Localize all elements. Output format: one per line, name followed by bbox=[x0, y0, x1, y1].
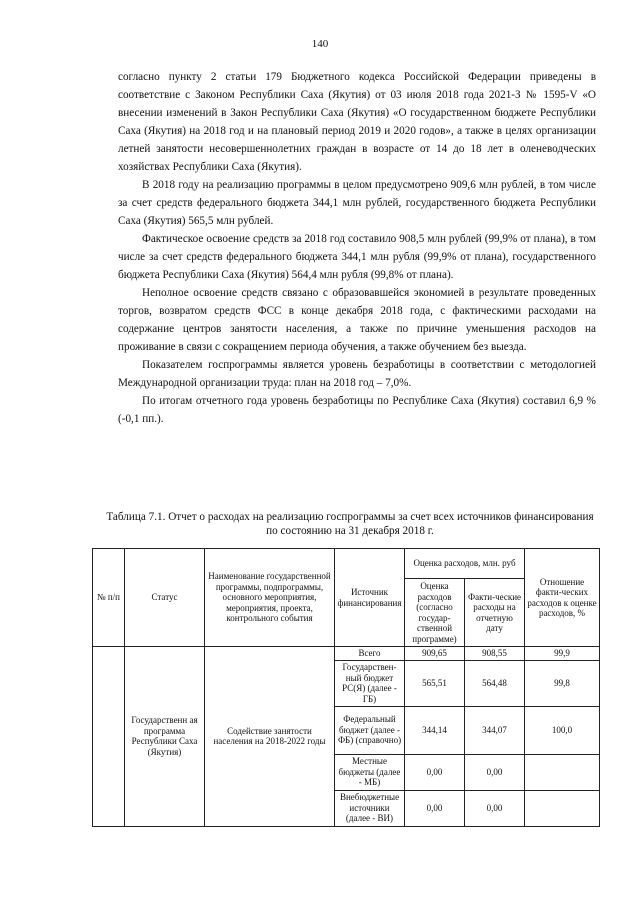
actual-cell: 564,48 bbox=[465, 660, 525, 706]
header-ratio: Отношение факти-ческих расходов к оценке расходов, % bbox=[525, 549, 600, 647]
table-header-row bbox=[93, 549, 600, 579]
ratio-cell: 99,8 bbox=[525, 660, 600, 706]
table-caption: Таблица 7.1. Отчет о расходах на реализацию госпрограммы за счет всех источников финансирования по состоянию на 31 декабря 2018 г. bbox=[106, 511, 594, 537]
paragraph-2: В 2018 году на реализацию программы в целом предусмотрено 909,6 млн рублей, в том числе за счет средств федерального бюджета 344,1 млн рублей, государственного бюджета Республики Саха (Якутия) 565,5 млн рублей. bbox=[118, 179, 596, 227]
table-row bbox=[93, 647, 600, 661]
body-text bbox=[118, 68, 596, 428]
header-num: № п/п bbox=[93, 549, 125, 647]
paragraph-5: Показателем госпрограммы является уровень безработицы в соответствии с методологией Международной организации труда: план на 2018 год – 7,0%. bbox=[118, 359, 596, 389]
program-name-cell: Содействие занятости населения на 2018-2022 годы bbox=[205, 647, 335, 827]
ratio-cell: 99,9 bbox=[525, 647, 600, 661]
actual-cell: 0,00 bbox=[465, 790, 525, 826]
header-plan: Оценка расходов (согласно государ-ственной программе) bbox=[405, 579, 465, 647]
source-cell: Государствен-ный бюджет РС(Я) (далее - ГБ) bbox=[335, 660, 405, 706]
row-num-cell bbox=[93, 647, 125, 827]
paragraph-6: По итогам отчетного года уровень безработицы по Республике Саха (Якутия) составил 6,9 % (-0,1 пп.). bbox=[118, 395, 596, 425]
source-cell: Местные бюджеты (далее - МБ) bbox=[335, 754, 405, 790]
ratio-cell bbox=[525, 790, 600, 826]
status-cell: Государственн ая программа Республики Саха (Якутия) bbox=[125, 647, 205, 827]
source-cell: Внебюджетные источники (далее - ВИ) bbox=[335, 790, 405, 826]
actual-cell: 344,07 bbox=[465, 706, 525, 754]
paragraph-1: согласно пункту 2 статьи 179 Бюджетного кодекса Российской Федерации приведены в соответствие с Законом Республики Саха (Якутия) от 03 июля 2018 года 2021-З № 1595-V «О внесении изменений в Закон Республики Саха (Якутия) «О государственном бюджете Республики Саха (Якутия) на 2018 год и на плановый период 2019 и 2020 годов», а также в целях организации летней занятости несовершеннолетних граждан в возрасте от 14 до 18 лет в оленеводческих хозяйствах Республики Саха (Якутия). bbox=[118, 71, 596, 173]
expense-report-table bbox=[92, 548, 600, 827]
actual-cell: 0,00 bbox=[465, 754, 525, 790]
actual-cell: 908,55 bbox=[465, 647, 525, 661]
header-estimate: Оценка расходов, млн. руб bbox=[405, 549, 525, 579]
paragraph-4: Неполное освоение средств связано с образовавшейся экономией в результате проведенных торгов, возвратом средств ФСС в конце декабря 2018 года, с фактическими расходами на содержание центров занятости населения, а также по причине уменьшения расходов на проживание в связи с сокращением периода обучения, а также обучением без выезда. bbox=[118, 287, 596, 353]
page-number: 140 bbox=[311, 38, 329, 50]
plan-cell: 565,51 bbox=[405, 660, 465, 706]
source-cell: Федеральный бюджет (далее - ФБ) (справочно) bbox=[335, 706, 405, 754]
ratio-cell bbox=[525, 754, 600, 790]
header-actual: Факти-ческие расходы на отчетную дату bbox=[465, 579, 525, 647]
plan-cell: 0,00 bbox=[405, 790, 465, 826]
plan-cell: 344,14 bbox=[405, 706, 465, 754]
header-name: Наименование государственной программы, подпрограммы, основного мероприятия, мероприятия, проекта, контрольного события bbox=[205, 549, 335, 647]
source-cell: Всего bbox=[335, 647, 405, 661]
header-status: Статус bbox=[125, 549, 205, 647]
plan-cell: 0,00 bbox=[405, 754, 465, 790]
plan-cell: 909,65 bbox=[405, 647, 465, 661]
paragraph-3: Фактическое освоение средств за 2018 год составило 908,5 млн рублей (99,9% от плана), в том числе за счет средств федерального бюджета 344,1 млн рубля (99,9% от плана), государственного бюджета Республики Саха (Якутия) 564,4 млн рубля (99,8% от плана). bbox=[118, 233, 596, 281]
ratio-cell: 100,0 bbox=[525, 706, 600, 754]
header-source: Источник финансирования bbox=[335, 549, 405, 647]
